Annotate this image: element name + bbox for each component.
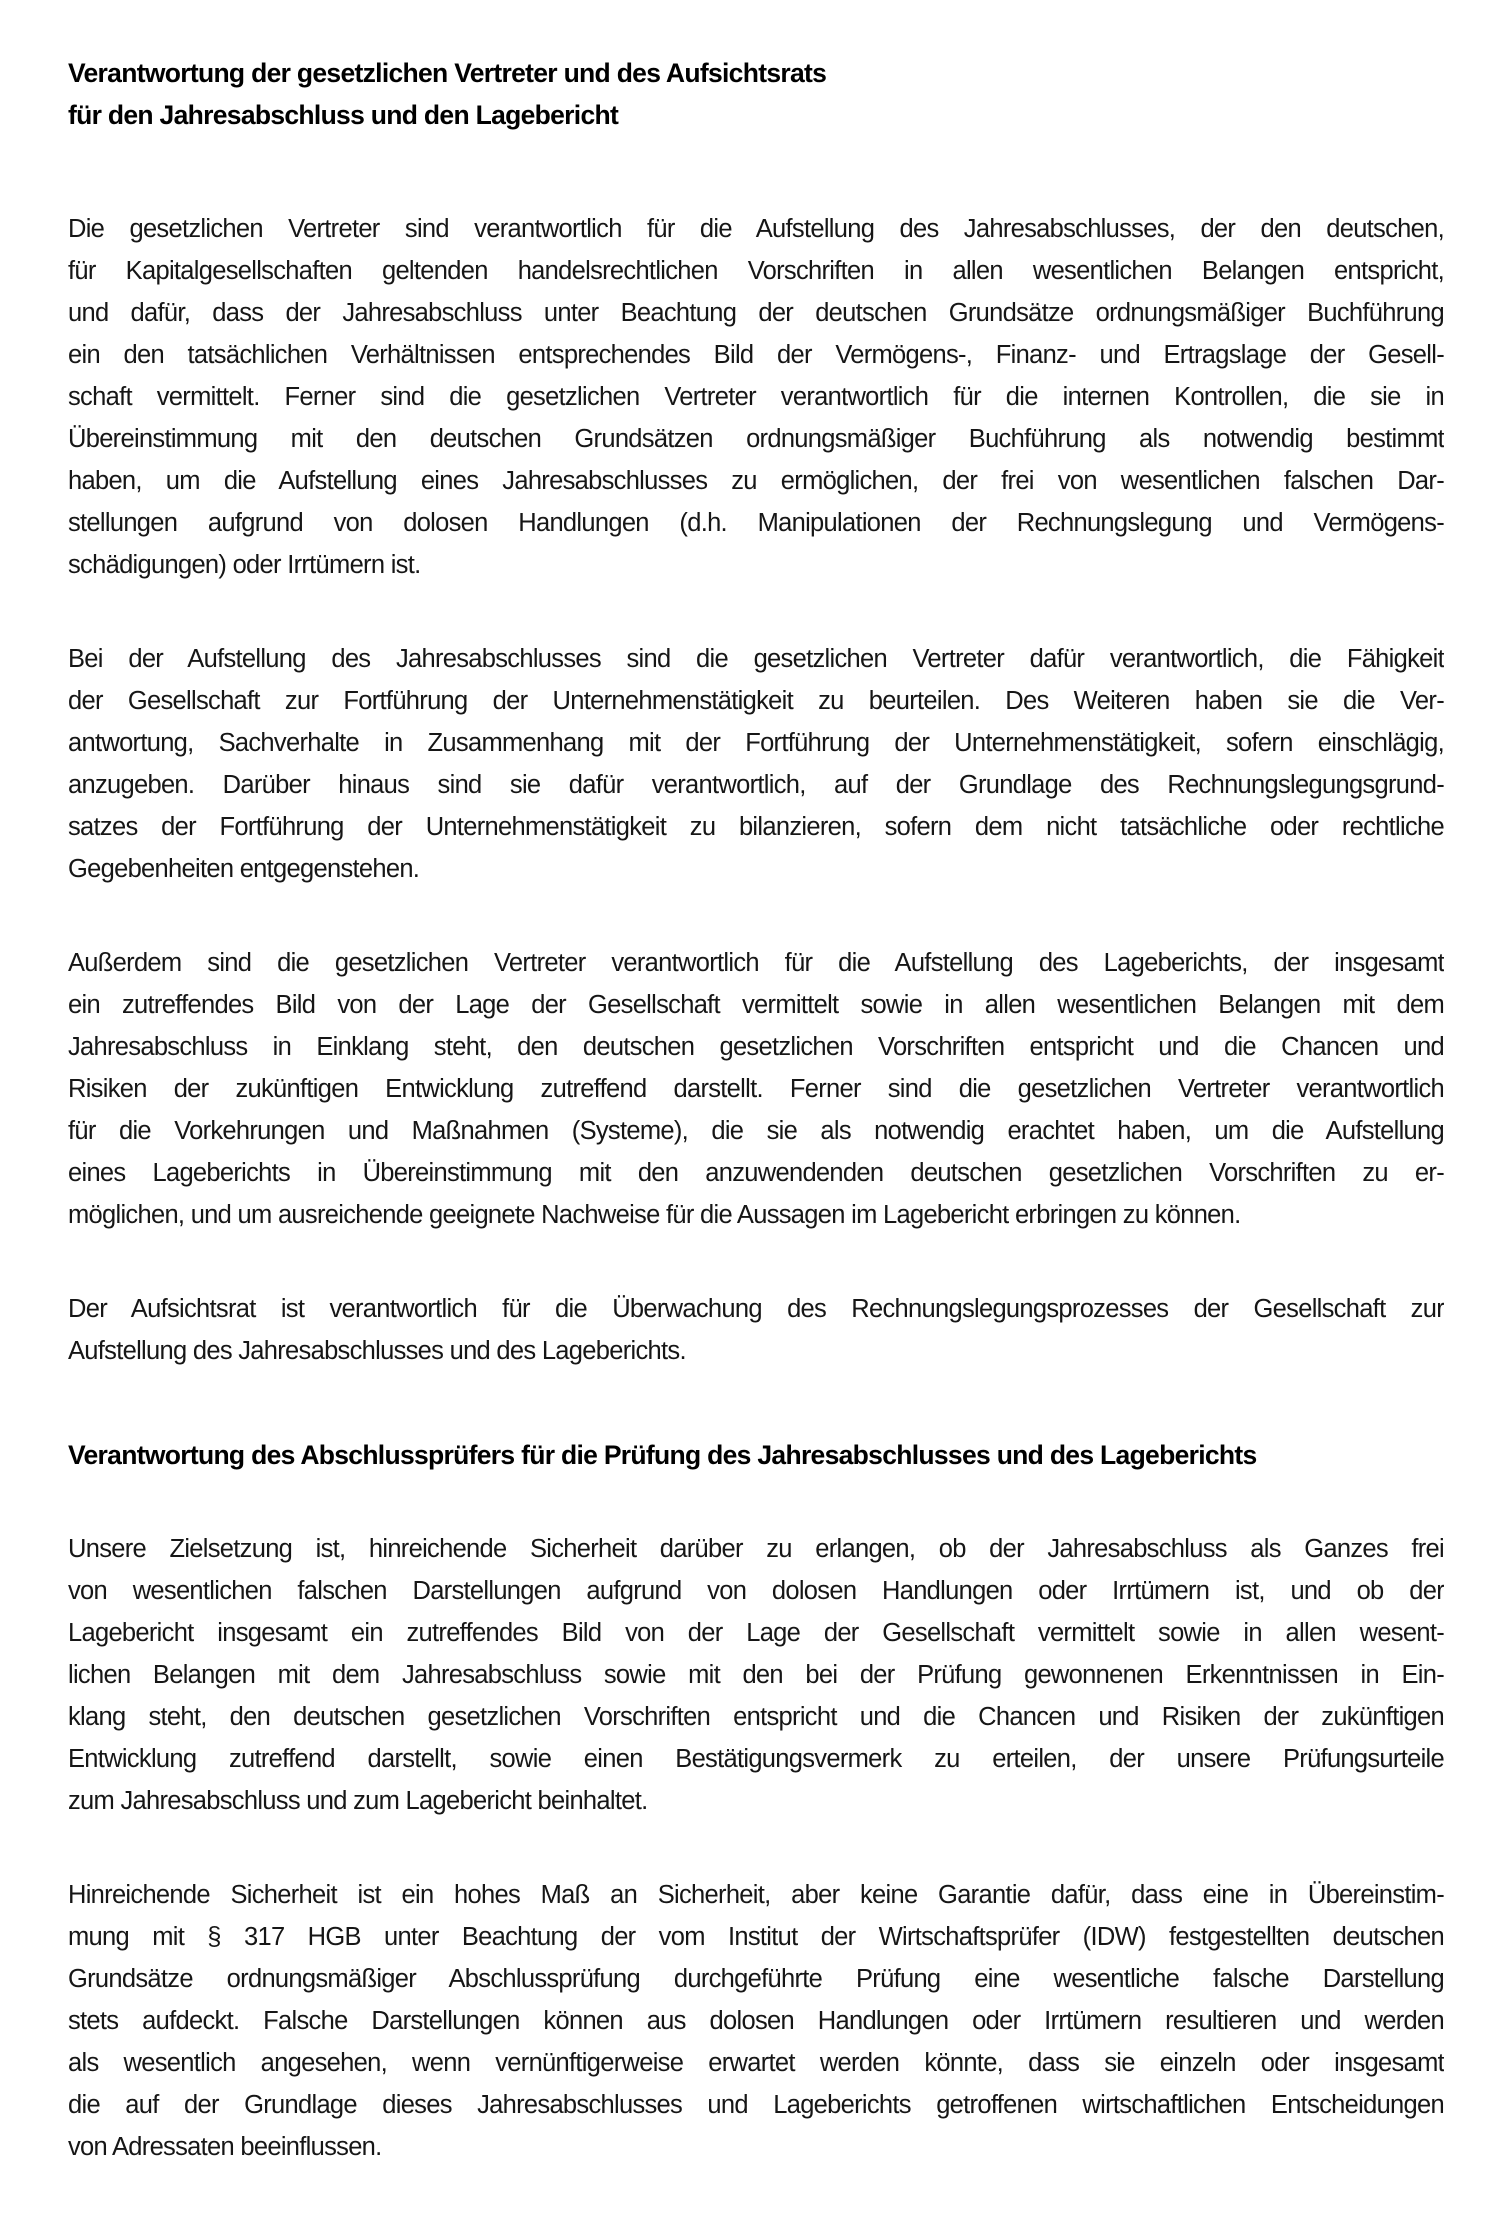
text-line: für die Vorkehrungen und Maßnahmen (Systeme), die sie als notwendig erachtet haben, um die Aufstellung — [68, 1117, 1444, 1145]
section-heading-responsibility-representatives — [68, 52, 1444, 136]
section-heading-responsibility-auditor — [68, 1434, 1444, 1476]
text-line: möglichen, und um ausreichende geeignete Nachweise für die Aussagen im Lagebericht erbringen zu können. — [68, 1201, 1241, 1229]
text-line: Jahresabschluss in Einklang steht, den deutschen gesetzlichen Vorschriften entspricht und die Chancen und — [68, 1033, 1444, 1061]
paragraph-6 — [68, 1874, 1444, 2168]
text-line: zum Jahresabschluss und zum Lagebericht beinhaltet. — [68, 1787, 648, 1815]
text-line: mung mit § 317 HGB unter Beachtung der vom Institut der Wirtschaftsprüfer (IDW) festgestellten deutschen — [68, 1923, 1444, 1951]
text-line: von Adressaten beeinflussen. — [68, 2133, 382, 2161]
text-line: stets aufdeckt. Falsche Darstellungen können aus dolosen Handlungen oder Irrtümern resultieren und werden — [68, 2007, 1444, 2035]
heading-line: Verantwortung der gesetzlichen Vertreter und des Aufsichtsrats — [68, 58, 827, 88]
text-line: antwortung, Sachverhalte in Zusammenhang mit der Fortführung der Unternehmenstätigkeit, sofern einschlägig, — [68, 729, 1444, 757]
text-line: Lagebericht insgesamt ein zutreffendes Bild von der Lage der Gesellschaft vermittelt sowie in allen wesent- — [68, 1619, 1444, 1647]
text-line: haben, um die Aufstellung eines Jahresabschlusses zu ermöglichen, der frei von wesentlichen falschen Dar- — [68, 467, 1444, 495]
document-content — [68, 52, 1444, 2168]
text-line: satzes der Fortführung der Unternehmenstätigkeit zu bilanzieren, sofern dem nicht tatsächliche oder rechtliche — [68, 813, 1444, 841]
text-line: Unsere Zielsetzung ist, hinreichende Sicherheit darüber zu erlangen, ob der Jahresabschluss als Ganzes frei — [68, 1535, 1444, 1563]
text-line: Grundsätze ordnungsmäßiger Abschlussprüfung durchgeführte Prüfung eine wesentliche falsche Darstellung — [68, 1965, 1444, 1993]
text-line: Der Aufsichtsrat ist verantwortlich für die Überwachung des Rechnungslegungsprozesses der Gesellschaft zur — [68, 1295, 1444, 1323]
text-line: Entwicklung zutreffend darstellt, sowie einen Bestätigungsvermerk zu erteilen, der unsere Prüfungsurteile — [68, 1745, 1444, 1773]
text-line: klang steht, den deutschen gesetzlichen Vorschriften entspricht und die Chancen und Risiken der zukünftigen — [68, 1703, 1444, 1731]
text-line: lichen Belangen mit dem Jahresabschluss sowie mit den bei der Prüfung gewonnenen Erkenntnissen in Ein- — [68, 1661, 1444, 1689]
text-line: schädigungen) oder Irrtümern ist. — [68, 551, 421, 579]
text-line: Risiken der zukünftigen Entwicklung zutreffend darstellt. Ferner sind die gesetzlichen Vertreter verantwortlich — [68, 1075, 1444, 1103]
text-line: von wesentlichen falschen Darstellungen aufgrund von dolosen Handlungen oder Irrtümern ist, und ob der — [68, 1577, 1444, 1605]
text-line: der Gesellschaft zur Fortführung der Unternehmenstätigkeit zu beurteilen. Des Weiteren haben sie die Ver- — [68, 687, 1444, 715]
text-line: Übereinstimmung mit den deutschen Grundsätzen ordnungsmäßiger Buchführung als notwendig bestimmt — [68, 425, 1444, 453]
text-line: Hinreichende Sicherheit ist ein hohes Maß an Sicherheit, aber keine Garantie dafür, dass eine in Übereinstim- — [68, 1881, 1444, 1909]
text-line: und dafür, dass der Jahresabschluss unter Beachtung der deutschen Grundsätze ordnungsmäßiger Buchführung — [68, 299, 1444, 327]
text-line: als wesentlich angesehen, wenn vernünftigerweise erwartet werden könnte, dass sie einzeln oder insgesamt — [68, 2049, 1444, 2077]
text-line: für Kapitalgesellschaften geltenden handelsrechtlichen Vorschriften in allen wesentlichen Belangen entspricht, — [68, 257, 1444, 285]
text-line: anzugeben. Darüber hinaus sind sie dafür verantwortlich, auf der Grundlage des Rechnungslegungsgrund- — [68, 771, 1444, 799]
paragraph-4 — [68, 1288, 1444, 1372]
paragraph-1 — [68, 208, 1444, 586]
heading-line: für den Jahresabschluss und den Lagebericht — [68, 100, 619, 130]
text-line: Bei der Aufstellung des Jahresabschlusses sind die gesetzlichen Vertreter dafür verantwortlich, die Fähigkeit — [68, 645, 1444, 673]
text-line: die auf der Grundlage dieses Jahresabschlusses und Lageberichts getroffenen wirtschaftlichen Entscheidungen — [68, 2091, 1444, 2119]
text-line: Aufstellung des Jahresabschlusses und des Lageberichts. — [68, 1337, 686, 1365]
text-line: eines Lageberichts in Übereinstimmung mit den anzuwendenden deutschen gesetzlichen Vorschriften zu er- — [68, 1159, 1444, 1187]
text-line: ein zutreffendes Bild von der Lage der Gesellschaft vermittelt sowie in allen wesentlichen Belangen mit dem — [68, 991, 1444, 1019]
paragraph-2 — [68, 638, 1444, 890]
text-line: schaft vermittelt. Ferner sind die gesetzlichen Vertreter verantwortlich für die internen Kontrollen, die sie in — [68, 383, 1444, 411]
heading-line: Verantwortung des Abschlussprüfers für die Prüfung des Jahresabschlusses und des Lageberichts — [68, 1440, 1257, 1470]
text-line: Gegebenheiten entgegenstehen. — [68, 855, 420, 883]
paragraph-5 — [68, 1528, 1444, 1822]
text-line: Die gesetzlichen Vertreter sind verantwortlich für die Aufstellung des Jahresabschlusses, der den deutschen, — [68, 215, 1444, 243]
text-line: ein den tatsächlichen Verhältnissen entsprechendes Bild der Vermögens-, Finanz- und Ertragslage der Gesell- — [68, 341, 1444, 369]
paragraph-3 — [68, 942, 1444, 1236]
text-line: stellungen aufgrund von dolosen Handlungen (d.h. Manipulationen der Rechnungslegung und Vermögens- — [68, 509, 1444, 537]
text-line: Außerdem sind die gesetzlichen Vertreter verantwortlich für die Aufstellung des Lageberichts, der insgesamt — [68, 949, 1444, 977]
